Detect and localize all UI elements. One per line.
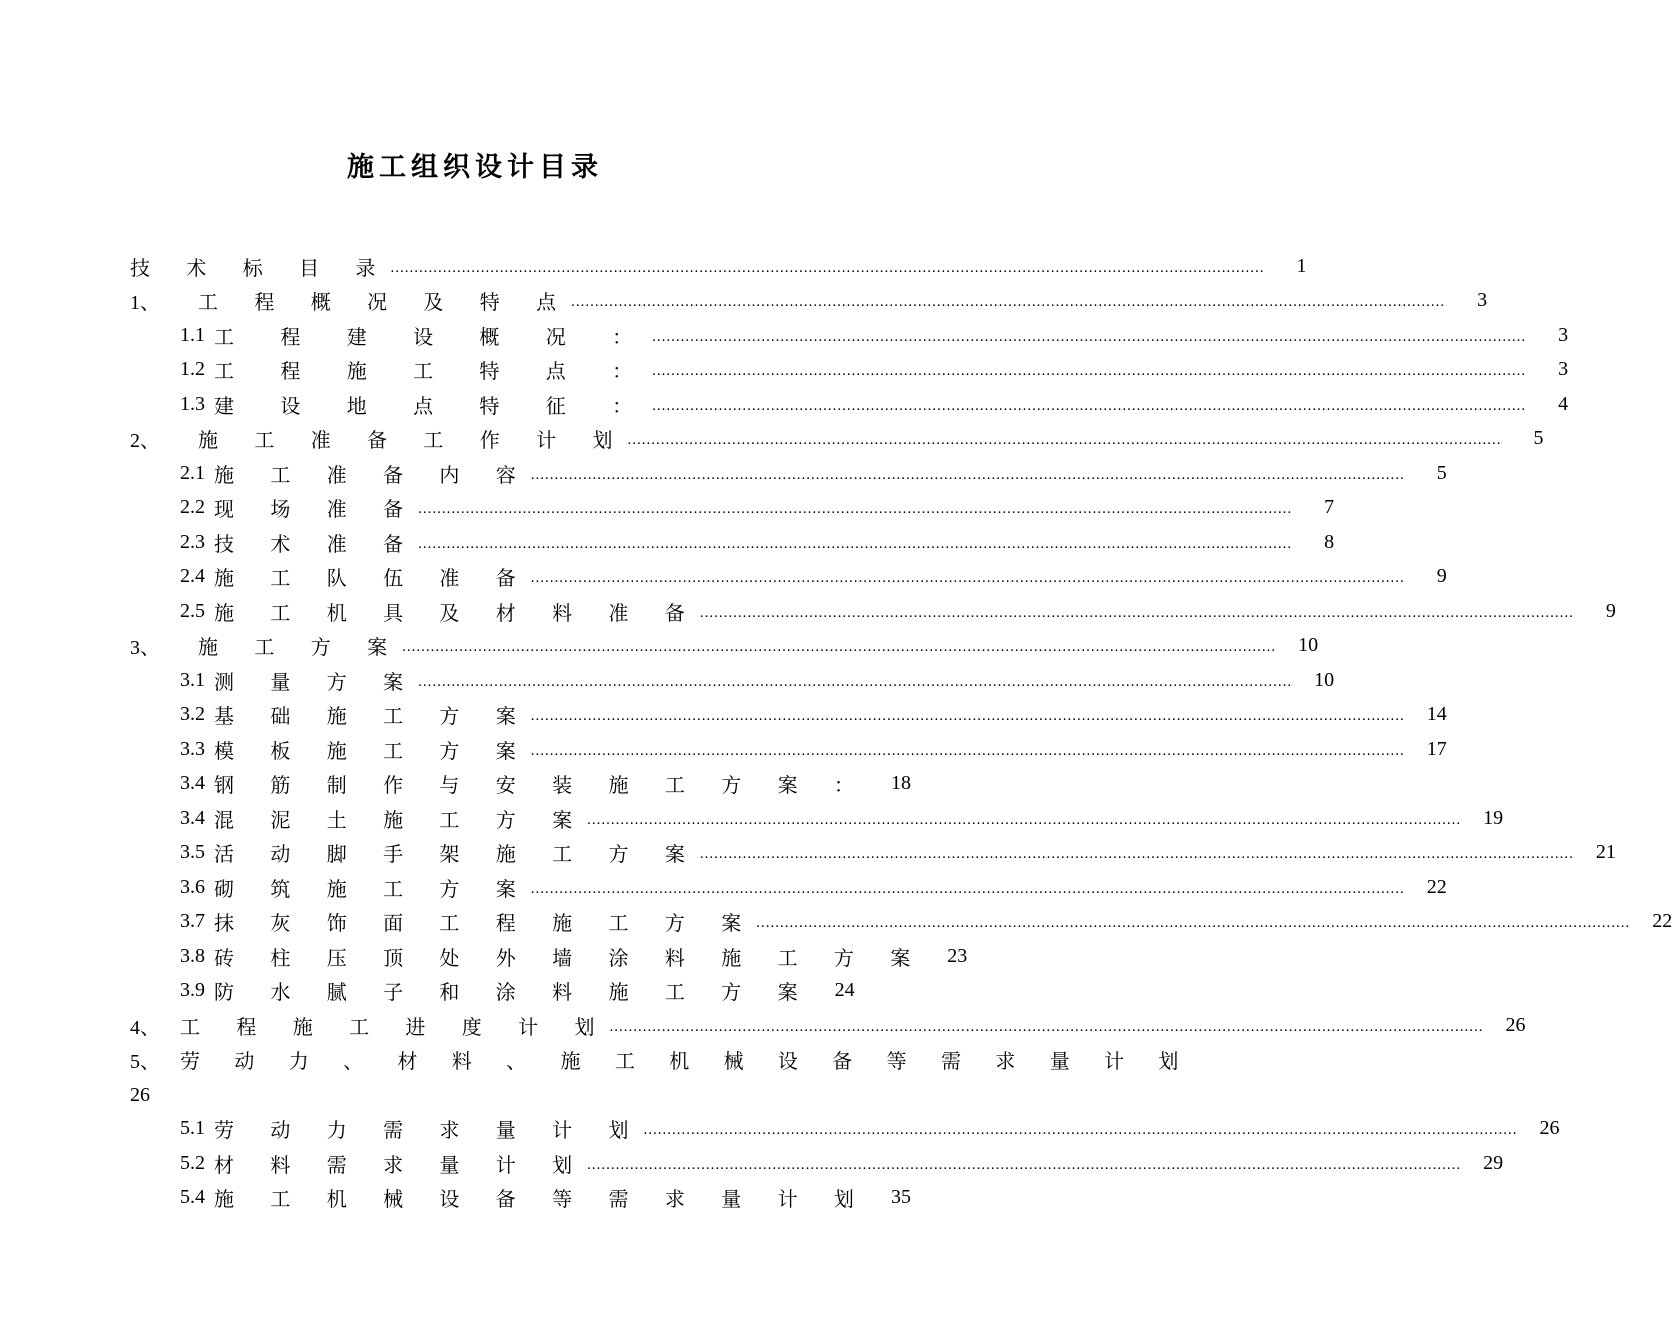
toc-entry-section-1[interactable] [130,283,1488,317]
toc-page-number: 21 [1595,840,1616,863]
toc-number: 5.2 [180,1151,205,1174]
toc-number: 3.3 [180,737,205,760]
toc-label: 测 量 方 案 [214,669,419,694]
toc-entry-section-5[interactable] [130,1042,1193,1076]
toc-number: 5、 [130,1050,160,1073]
toc-entry-1-2[interactable] [180,352,1569,386]
toc-label: 施 工 机 具 及 材 料 准 备 [214,600,700,625]
toc-page-number: 26 [1505,1013,1526,1036]
toc-page-number: 3 [1558,323,1569,346]
toc-page-number: 1 [1296,254,1307,277]
toc-entry-1-1[interactable] [180,318,1569,352]
toc-number: 2.1 [180,461,205,484]
toc-leader-dots: ........................................................................................................................................................................................ [530,881,1405,897]
toc-page-number: 5 [1533,426,1544,449]
toc-entry-3-7[interactable] [180,904,1672,938]
toc-entry-2-4[interactable] [180,559,1447,593]
toc-page-number: 3 [1558,357,1569,380]
toc-number: 3、 [130,636,160,659]
toc-page-number: 23 [947,944,968,967]
toc-page-number: 17 [1426,737,1447,760]
toc-label: 现 场 准 备 [214,496,419,521]
toc-page-number: 4 [1558,392,1569,415]
toc-label: 劳 动 力 需 求 量 计 划 [214,1117,644,1142]
toc-entry-3-2[interactable] [180,697,1447,731]
toc-number: 3.4 [180,806,205,829]
toc-number: 2、 [130,429,160,452]
toc-label: 材 料 需 求 量 计 划 [214,1152,588,1177]
toc-entry-2-3[interactable] [180,525,1335,559]
toc-entry-contents[interactable] [130,249,1307,283]
toc-leader-dots: ........................................................................................................................................................................................ [418,536,1293,552]
toc-number: 3.8 [180,944,205,967]
toc-entry-5-2[interactable] [180,1146,1504,1180]
toc-entry-3-3[interactable] [180,732,1447,766]
toc-entry-3-6[interactable] [180,870,1447,904]
toc-page-number: 3 [1477,288,1488,311]
toc-page-number: 26 [130,1084,150,1106]
toc-label: 混 泥 土 施 工 方 案 [214,807,588,832]
toc-label: 砖 柱 压 顶 处 外 墙 涂 料 施 工 方 案 [214,945,926,970]
toc-page-number: 22 [1652,909,1672,932]
toc-page-number: 19 [1483,806,1504,829]
toc-number: 3.7 [180,909,205,932]
page-title: 施工组织设计目录 [347,152,603,183]
toc-leader-dots: ........................................................................................................................................................................................ [699,846,1574,862]
toc-entry-3-8[interactable] [180,939,968,973]
toc-label: 模 板 施 工 方 案 [214,738,531,763]
toc-leader-dots: ........................................................................................................................................................................................ [530,708,1405,724]
toc-label: 施 工 方 案 [198,634,403,659]
toc-label: 钢 筋 制 作 与 安 装 施 工 方 案 ： [214,772,869,797]
toc-page-number: 26 [1539,1116,1560,1139]
toc-leader-dots: ........................................................................................................................................................................................ [418,501,1293,517]
toc-number: 1.3 [180,392,205,415]
toc-entry-section-2[interactable] [130,421,1544,455]
toc-label: 抹 灰 饰 面 工 程 施 工 方 案 [214,910,757,935]
toc-page-number: 10 [1298,633,1319,656]
toc-number: 2.5 [180,599,205,622]
toc-label: 活 动 脚 手 架 施 工 方 案 [214,841,700,866]
toc-label: 技 术 标 目 录 [130,255,391,280]
toc-leader-dots: ........................................................................................................................................................................................ [587,1157,1462,1173]
toc-label: 劳 动 力 、 材 料 、 施 工 机 械 设 备 等 需 求 量 计 划 [180,1048,1193,1073]
toc-label: 防 水 腻 子 和 涂 料 施 工 方 案 [214,979,813,1004]
toc-leader-dots: ........................................................................................................................................................................................ [699,605,1574,621]
toc-entry-2-2[interactable] [180,490,1335,524]
toc-label: 砌 筑 施 工 方 案 [214,876,531,901]
toc-number: 3.4 [180,771,205,794]
toc-entry-3-5[interactable] [180,835,1616,869]
toc-label: 工 程 建 设 概 况 ： [214,324,653,349]
toc-leader-dots: ........................................................................................................................................................................................ [402,639,1277,655]
toc-entry-1-3[interactable] [180,387,1569,421]
toc-number: 1.1 [180,323,205,346]
toc-page-number: 22 [1426,875,1447,898]
toc-label: 技 术 准 备 [214,531,419,556]
toc-leader-dots: ........................................................................................................................................................................................ [627,432,1502,448]
toc-label: 工 程 概 况 及 特 点 [198,289,572,314]
toc-entry-2-1[interactable] [180,456,1447,490]
toc-label: 施 工 队 伍 准 备 [214,565,531,590]
toc-label: 基 础 施 工 方 案 [214,703,531,728]
toc-number: 5.4 [180,1185,205,1208]
toc-label: 建 设 地 点 特 征 ： [214,393,653,418]
toc-entry-5-1[interactable] [180,1111,1560,1145]
toc-number: 2.2 [180,495,205,518]
toc-page-number: 7 [1324,495,1335,518]
toc-label: 施 工 准 备 内 容 [214,462,531,487]
toc-leader-dots: ........................................................................................................................................................................................ [530,467,1405,483]
toc-number: 1、 [130,291,160,314]
toc-number: 1.2 [180,357,205,380]
toc-number: 3.5 [180,840,205,863]
toc-page-number: 14 [1426,702,1447,725]
toc-page-number: 29 [1483,1151,1504,1174]
toc-page-number: 9 [1436,564,1447,587]
toc-leader-dots: ........................................................................................................................................................................................ [643,1122,1518,1138]
toc-leader-dots: ........................................................................................................................................................................................ [530,743,1405,759]
toc-entry-section-4[interactable] [130,1008,1526,1042]
toc-page-number: 9 [1605,599,1616,622]
toc-number: 3.1 [180,668,205,691]
toc-page-number: 35 [890,1185,911,1208]
toc-leader-dots: ........................................................................................................................................................................................ [571,294,1446,310]
toc-number: 5.1 [180,1116,205,1139]
toc-page-number: 5 [1436,461,1447,484]
toc-number: 3.6 [180,875,205,898]
toc-number: 2.4 [180,564,205,587]
toc-leader-dots: ........................................................................................................................................................................................ [418,674,1293,690]
toc-page-number: 8 [1324,530,1335,553]
toc-label: 施 工 机 械 设 备 等 需 求 量 计 划 [214,1186,869,1211]
toc-leader-dots: ........................................................................................................................................................................................ [652,398,1527,414]
toc-entry-section-3[interactable] [130,628,1319,662]
toc-leader-dots: ........................................................................................................................................................................................ [756,915,1631,931]
toc-number: 4、 [130,1016,160,1039]
toc-entry-5-4[interactable] [180,1180,911,1214]
toc-page-number: 10 [1314,668,1335,691]
toc-leader-dots: ........................................................................................................................................................................................ [530,570,1405,586]
toc-label: 工 程 施 工 进 度 计 划 [180,1014,610,1039]
toc-leader-dots: ........................................................................................................................................................................................ [587,812,1462,828]
toc-leader-dots: ........................................................................................................................................................................................ [609,1019,1484,1035]
toc-entry-3-9[interactable] [180,973,855,1007]
toc-entry-2-5[interactable] [180,594,1616,628]
toc-leader-dots: ........................................................................................................................................................................................ [652,363,1527,379]
toc-page-number: 24 [834,978,855,1001]
toc-leader-dots: ........................................................................................................................................................................................ [390,260,1265,276]
toc-leader-dots: ........................................................................................................................................................................................ [652,329,1527,345]
toc-number: 3.2 [180,702,205,725]
toc-page-number: 18 [890,771,911,794]
toc-entry-3-1[interactable] [180,663,1335,697]
toc-label: 施 工 准 备 工 作 计 划 [198,427,628,452]
toc-entry-3-4-concrete[interactable] [180,801,1504,835]
toc-entry-3-4-rebar[interactable] [180,766,911,800]
toc-number: 2.3 [180,530,205,553]
toc-label: 工 程 施 工 特 点 ： [214,358,653,383]
toc-number: 3.9 [180,978,205,1001]
